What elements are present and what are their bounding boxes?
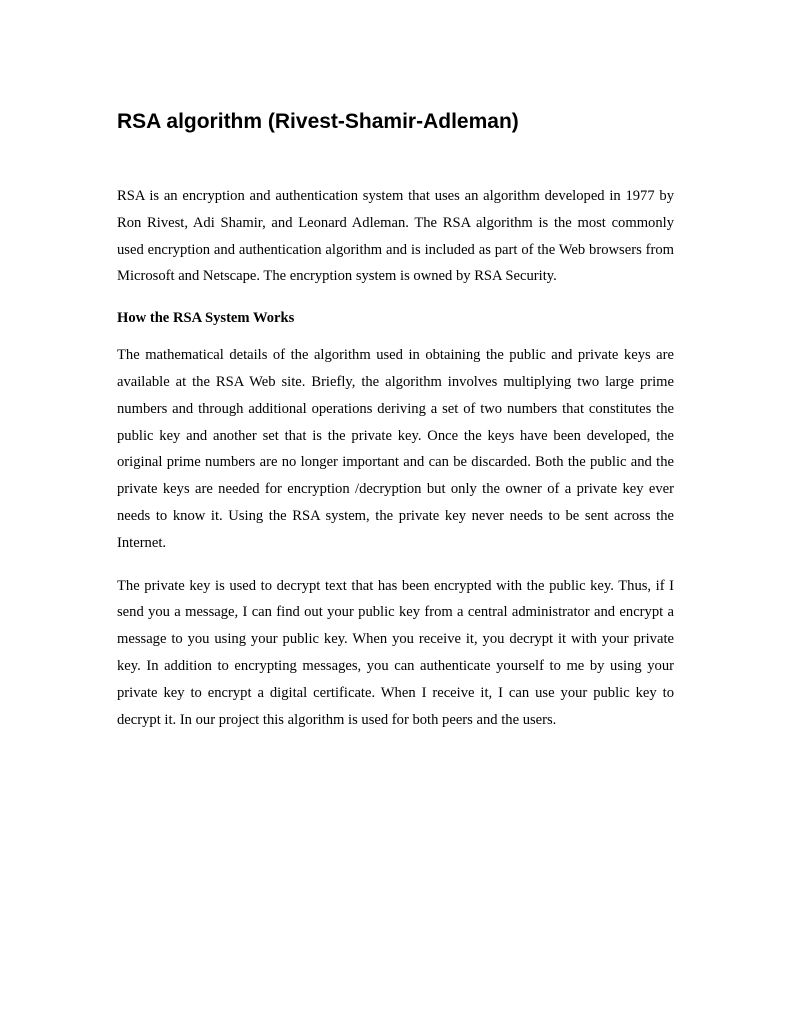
document-title: RSA algorithm (Rivest-Shamir-Adleman) xyxy=(117,110,519,133)
document-body xyxy=(117,108,674,733)
section-heading: How the RSA System Works xyxy=(117,310,295,327)
section-paragraph-2: The private key is used to decrypt text that has been encrypted with the public key. Thus, if I send you a message, I can find out your public key from a central administrator and encrypt a message to you using your public key. When you receive it, you decrypt it with your private key. In addition to encrypting messages, you can authenticate yourself to me by using your private key to encrypt a digital certificate. When I receive it, I can use your public key to decrypt it. In our project this algorithm is used for both peers and the users. xyxy=(117,577,674,728)
intro-paragraph: RSA is an encryption and authentication system that uses an algorithm developed in 1977 by Ron Rivest, Adi Shamir, and Leonard Adleman. The RSA algorithm is the most commonly used encryption and authentication algorithm and is included as part of the Web browsers from Microsoft and Netscape. The encryption system is owned by RSA Security. xyxy=(117,188,674,285)
section-paragraph-1: The mathematical details of the algorithm used in obtaining the public and private keys are available at the RSA Web site. Briefly, the algorithm involves multiplying two large prime numbers and through additional operations deriving a set of two numbers that constitutes the public key and another set that is the private key. Once the keys have been developed, the original prime numbers are no longer important and can be discarded. Both the public and the private keys are needed for encryption /decryption but only the owner of a private key ever needs to know it. Using the RSA system, the private key never needs to be sent across the Internet. xyxy=(117,347,674,551)
